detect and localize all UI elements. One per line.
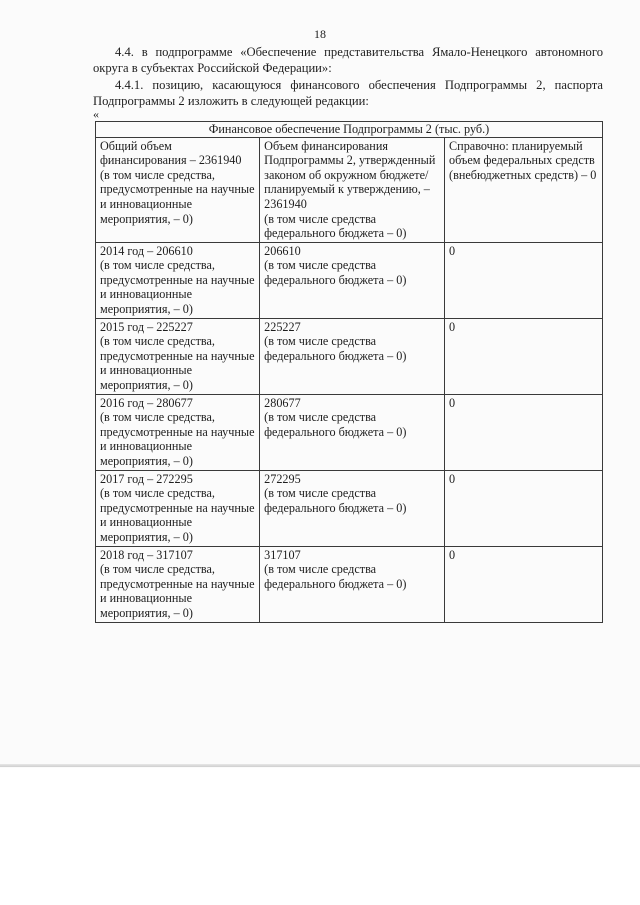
year-total-note: (в том числе средства, предусмотренные на научные и инновационные мероприятия, – 0) (100, 486, 255, 544)
year-total-cell (96, 394, 260, 470)
table-header-row (96, 122, 603, 138)
year-total-note: (в том числе средства, предусмотренные на научные и инновационные мероприятия, – 0) (100, 334, 255, 392)
table-row (96, 394, 603, 470)
table-row (96, 318, 603, 394)
year-total-note: (в том числе средства, предусмотренные на научные и инновационные мероприятия, – 0) (100, 410, 255, 468)
year-total-cell (96, 242, 260, 318)
year-total: 2014 год – 206610 (100, 243, 193, 258)
year-approved: 272295 (264, 471, 301, 486)
year-approved: 206610 (264, 243, 301, 258)
paragraph-4-4-1-text: 4.4.1. позицию, касающуюся финансового обеспечения Подпрограммы 2, паспорта Подпрограммы 2 изложить в следующей редакции: (93, 78, 603, 108)
table-row (96, 242, 603, 318)
reference-cell (445, 137, 603, 242)
year-approved: 317107 (264, 547, 301, 562)
year-reference-cell: 0 (445, 394, 603, 470)
year-approved-note: (в том числе средства федерального бюджета – 0) (264, 258, 407, 287)
table-row-total (96, 137, 603, 242)
paragraph-4-4 (93, 44, 603, 76)
year-total: 2016 год – 280677 (100, 395, 193, 410)
year-total: 2018 год – 317107 (100, 547, 193, 562)
year-reference-cell: 0 (445, 318, 603, 394)
year-approved: 225227 (264, 319, 301, 334)
year-reference-cell: 0 (445, 470, 603, 546)
year-total: 2015 год – 225227 (100, 319, 193, 334)
year-total-cell (96, 470, 260, 546)
table-row (96, 470, 603, 546)
year-approved-cell (260, 318, 445, 394)
approved-financing-amount: Объем финансирования Подпрограммы 2, утвержденный законом об окружном бюджете/планируемый к утверждению, – 2361940 (264, 138, 436, 211)
approved-financing-cell (260, 137, 445, 242)
year-approved-note: (в том числе средства федерального бюджета – 0) (264, 410, 407, 439)
total-financing-note: (в том числе средства, предусмотренные на научные и инновационные мероприятия, – 0) (100, 167, 255, 226)
year-total-note: (в том числе средства, предусмотренные на научные и инновационные мероприятия, – 0) (100, 258, 255, 316)
scan-edge (0, 764, 640, 767)
table-row (96, 546, 603, 622)
opening-quote: « (93, 107, 99, 121)
year-approved-note: (в том числе средства федерального бюджета – 0) (264, 562, 407, 591)
paragraph-4-4-1 (93, 77, 603, 109)
year-approved-cell (260, 546, 445, 622)
page-number: 18 (314, 27, 326, 41)
year-approved-note: (в том числе средства федерального бюджета – 0) (264, 486, 407, 515)
year-approved: 280677 (264, 395, 301, 410)
year-total-cell (96, 546, 260, 622)
year-reference-cell: 0 (445, 242, 603, 318)
reference-text: Справочно: планируемый объем федеральных средств (внебюджетных средств) – 0 (449, 138, 597, 182)
table-header: Финансовое обеспечение Подпрограммы 2 (тыс. руб.) (96, 122, 603, 138)
year-reference-cell: 0 (445, 546, 603, 622)
approved-financing-note: (в том числе средства федерального бюджета – 0) (264, 211, 407, 241)
year-total-cell (96, 318, 260, 394)
year-total: 2017 год – 272295 (100, 471, 193, 486)
year-total-note: (в том числе средства, предусмотренные на научные и инновационные мероприятия, – 0) (100, 562, 255, 620)
total-financing-amount: Общий объем финансирования – 2361940 (100, 138, 242, 168)
year-approved-note: (в том числе средства федерального бюджета – 0) (264, 334, 407, 363)
total-financing-cell (96, 137, 260, 242)
year-approved-cell (260, 470, 445, 546)
financing-table (95, 121, 603, 623)
year-approved-cell (260, 394, 445, 470)
year-approved-cell (260, 242, 445, 318)
paragraph-4-4-text: 4.4. в подпрограмме «Обеспечение представительства Ямало-Ненецкого автономного округа в субъектах Российской Федерации»: (93, 45, 603, 75)
